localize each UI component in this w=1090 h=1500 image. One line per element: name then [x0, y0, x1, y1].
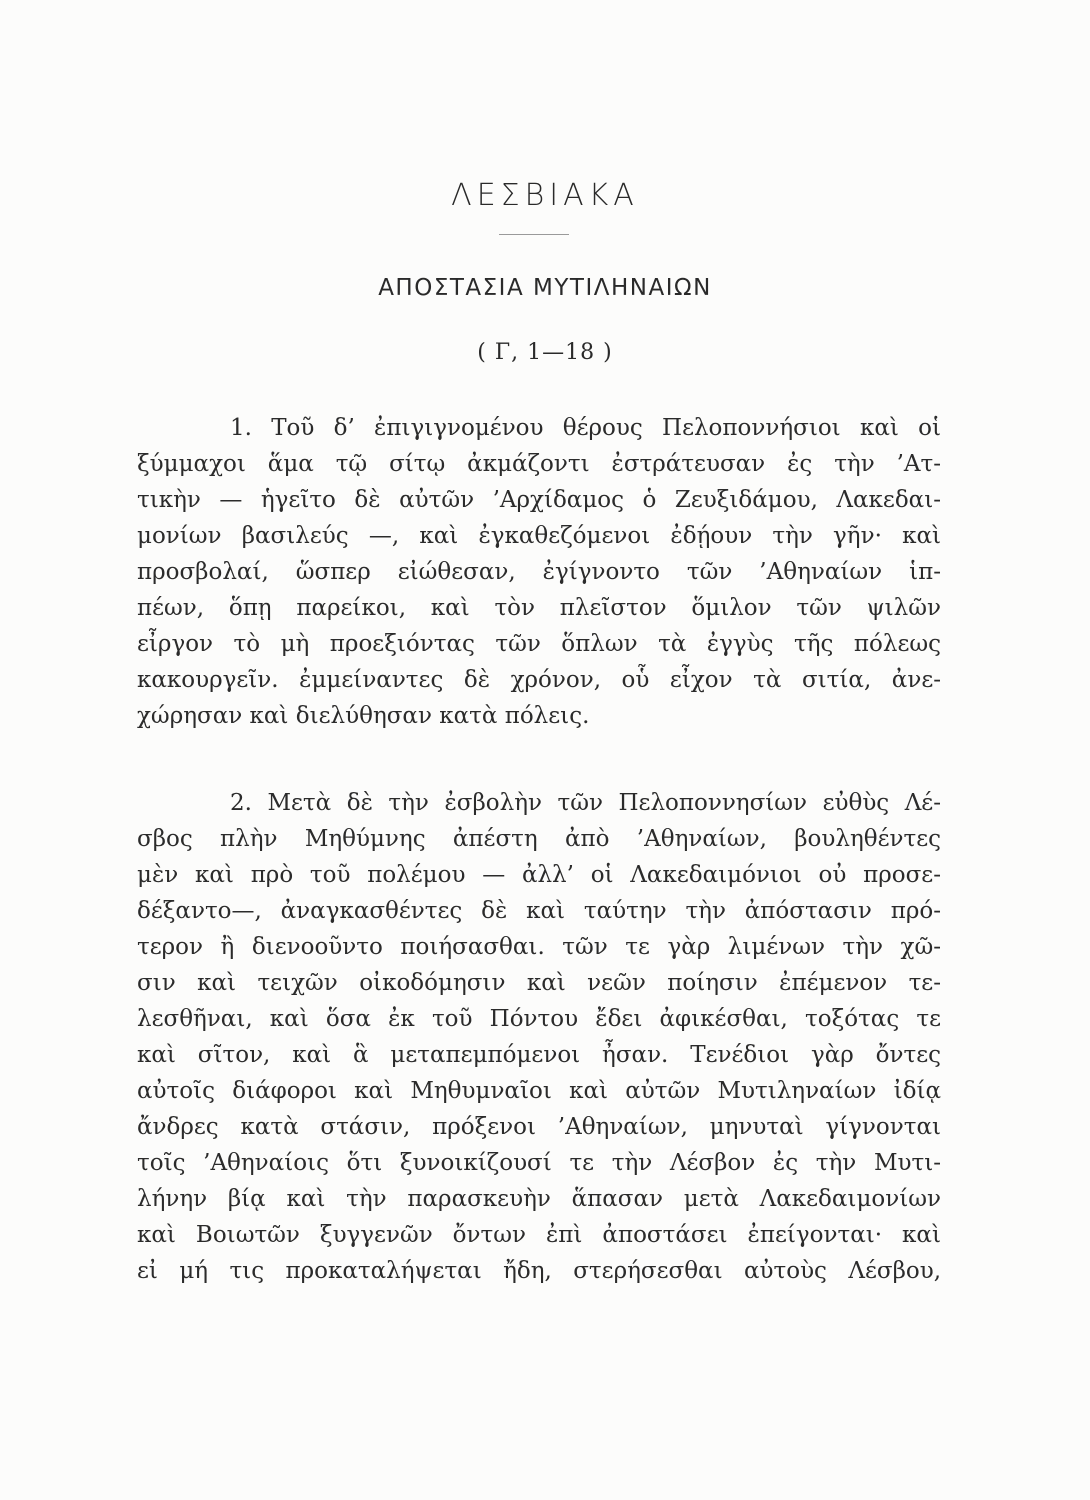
text-line: ἄνδρες κατὰ στάσιν, πρόξενοι ’Αθηναίων, μηνυταὶ γίγνονται: [137, 1114, 941, 1140]
text-line: λήνην βίᾳ καὶ τὴν παρασκευὴν ἅπασαν μετὰ Λακεδαιμονίων: [137, 1186, 941, 1212]
text-line: χώρησαν καὶ διελύθησαν κατὰ πόλεις.: [137, 703, 590, 729]
text-line: 2. Μετὰ δὲ τὴν ἐσβολὴν τῶν Πελοποννησίων εὐθὺς Λέ-: [230, 790, 941, 816]
text-line: 1. Τοῦ δ’ ἐπιγιγνομένου θέρους Πελοποννήσιοι καὶ οἱ: [230, 415, 941, 441]
text-line: αὐτοῖς διάφοροι καὶ Μηθυμναῖοι καὶ αὐτῶν Μυτιληναίων ἰδίᾳ: [137, 1078, 941, 1104]
page-title: ΛΕΣΒΙΑΚΑ: [451, 178, 639, 213]
text-line: καὶ σῖτον, καὶ ἃ μεταπεμπόμενοι ἦσαν. Τενέδιοι γὰρ ὄντες: [137, 1042, 941, 1068]
text-line: σβος πλὴν Μηθύμνης ἀπέστη ἀπὸ ’Αθηναίων, βουληθέντες: [137, 826, 941, 852]
text-line: κακουργεῖν. ἐμμείναντες δὲ χρόνον, οὗ εἶχον τὰ σιτία, ἀνε-: [137, 667, 941, 693]
text-line: σιν καὶ τειχῶν οἰκοδόμησιν καὶ νεῶν ποίησιν ἐπέμενον τε-: [137, 970, 941, 996]
text-line: πέων, ὅπῃ παρείκοι, καὶ τὸν πλεῖστον ὅμιλον τῶν ψιλῶν: [137, 595, 941, 621]
text-line: καὶ Βοιωτῶν ξυγγενῶν ὄντων ἐπὶ ἀποστάσει ἐπείγονται· καὶ: [137, 1222, 941, 1248]
text-line: εἶργον τὸ μὴ προεξιόντας τῶν ὅπλων τὰ ἐγγὺς τῆς πόλεως: [137, 631, 941, 657]
text-line: τικὴν — ἡγεῖτο δὲ αὐτῶν ’Αρχίδαμος ὁ Ζευξιδάμου, Λακεδαι-: [137, 487, 941, 513]
text-line: τοῖς ’Αθηναίοις ὅτι ξυνοικίζουσί τε τὴν Λέσβον ἐς τὴν Μυτι-: [137, 1150, 941, 1176]
title-divider: [499, 234, 569, 235]
text-line: μὲν καὶ πρὸ τοῦ πολέμου — ἀλλ’ οἱ Λακεδαιμόνιοι οὐ προσε-: [137, 862, 941, 888]
text-line: τερον ἢ διενοοῦντο ποιήσασθαι. τῶν τε γὰρ λιμένων τὴν χῶ-: [137, 934, 941, 960]
text-line: εἰ μή τις προκαταλήψεται ἤδη, στερήσεσθαι αὐτοὺς Λέσβου,: [137, 1258, 941, 1284]
section-subtitle: ΑΠΟΣΤΑΣΙΑ ΜΥΤΙΛΗΝΑΙΩΝ: [378, 275, 712, 301]
text-line: δέξαντο—, ἀναγκασθέντες δὲ καὶ ταύτην τὴν ἀπόστασιν πρό-: [137, 898, 941, 924]
text-line: ξύμμαχοι ἅμα τῷ σίτῳ ἀκμάζοντι ἐστράτευσαν ἐς τὴν ’Ατ-: [137, 451, 941, 477]
text-line: λεσθῆναι, καὶ ὅσα ἐκ τοῦ Πόντου ἔδει ἀφικέσθαι, τοξότας τε: [137, 1006, 941, 1032]
book-reference: ( Γ, 1—18 ): [477, 340, 613, 365]
text-line: προσβολαί, ὥσπερ εἰώθεσαν, ἐγίγνοντο τῶν ’Αθηναίων ἱπ-: [137, 559, 941, 585]
text-line: μονίων βασιλεύς —, καὶ ἐγκαθεζόμενοι ἐδῄουν τὴν γῆν· καὶ: [137, 523, 941, 549]
